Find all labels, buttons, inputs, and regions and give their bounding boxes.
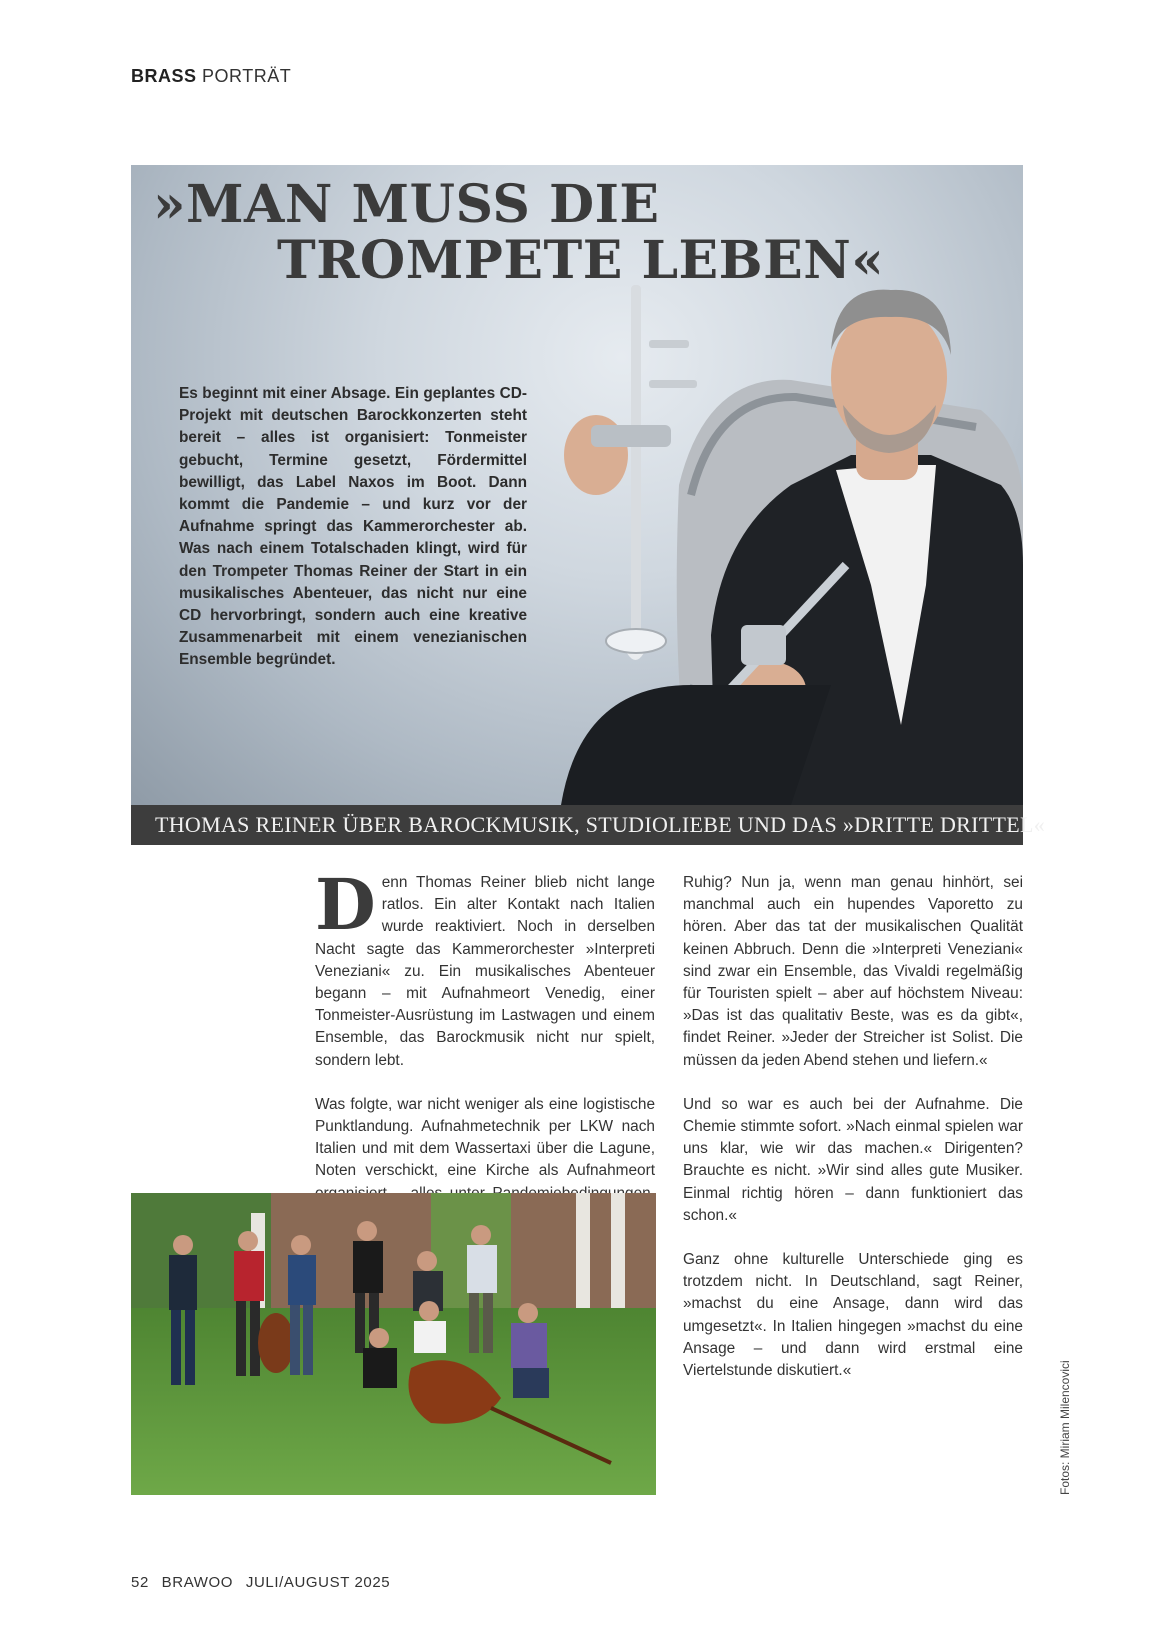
- subheadline-banner: THOMAS REINER ÜBER BAROCKMUSIK, STUDIOLIEBE UND DAS »DRITTE DRITTEL«: [131, 805, 1023, 845]
- article-paragraph-4: Und so war es auch bei der Aufnahme. Die Chemie stimmte sofort. »Nach einmal spielen war uns klar, wie wir das machen.« Dirigenten? Brauchte es nicht. »Wir sind alles gute Musiker. Einmal richtig hören – dann funktioniert das schon.«: [683, 1095, 1023, 1224]
- magazine-name: BRAWOO: [161, 1574, 234, 1591]
- page-footer: [131, 1574, 398, 1591]
- hero-image: [131, 165, 1023, 805]
- article-paragraph-1: [315, 863, 655, 1072]
- section-label-strong: BRASS: [131, 66, 197, 86]
- lead-paragraph: Es beginnt mit einer Absage. Ein geplantes CD-Projekt mit deutschen Barockkonzerten steht bereit – alles ist organisiert: Tonmeister gebucht, Termine gesetzt, Fördermittel bewilligt, das Label Naxos im Boot. Dann kommt die Pandemie – und kurz vor der Aufnahme springt das Kammerorchester ab. Was nach einem Totalschaden klingt, wird für den Trompeter Thomas Reiner der Start in ein musikalisches Abenteuer, das nicht nur eine CD hervorbringt, sondern auch eine kreative Zusammenarbeit mit einem venezianischen Ensemble begründet.: [179, 385, 527, 669]
- drop-cap: D: [315, 863, 376, 946]
- article-paragraph-1-text: enn Thomas Reiner blieb nicht lange ratlos. Ein alter Kontakt nach Italien wurde reaktiviert. Noch in derselben Nacht sagte das Kammerorchester »Interpreti Veneziani« zu. Ein musikalisches Abenteuer begann – mit Aufnahmeort Venedig, einer Tonmeister-Ausrüstung im Lastwagen und einem Ensemble, das Barockmusik nicht nur spielt, sondern lebt.: [315, 874, 655, 1069]
- article-paragraph-5: Ganz ohne kulturelle Unterschiede ging es trotzdem nicht. In Deutschland, sagt Reiner, »machst du eine Ansage, dann wird das umgesetzt«. In Italien hingegen »machst du eine Ansage – und dann wird erstmal eine Viertelstunde diskutiert.«: [683, 1251, 1023, 1380]
- section-label-light: PORTRÄT: [202, 66, 292, 86]
- headline-line2: TROMPETE LEBEN«: [277, 230, 885, 291]
- trumpet-large: [631, 285, 641, 635]
- page-number: 52: [131, 1574, 149, 1591]
- photo-credit: Fotos: Miriam Milencovici: [1058, 1360, 1072, 1495]
- ensemble-group-photo: [131, 1193, 656, 1495]
- article-paragraph-2: Was folgte, war nicht weniger als eine logistische Punktlandung. Aufnahmetechnik per LKW nach Italien und mit dem Wassertaxi über die Lagune, Noten verschickt, eine Kirche als Aufnahmeort: [315, 1095, 655, 1180]
- section-label: [131, 66, 291, 87]
- headline: [153, 174, 885, 291]
- ensemble-photo-illustration: [131, 1193, 656, 1495]
- article-column-right: [683, 872, 1023, 1404]
- issue-date: JULI/AUGUST 2025: [245, 1574, 391, 1591]
- headline-line1: »MAN MUSS DIE: [153, 174, 660, 235]
- article-paragraph-3: Ruhig? Nun ja, wenn man genau hinhört, sei manchmal auch ein hupendes Vaporetto zu hören. Aber das tat der musikalischen Qualität keinen Abbruch. Denn die »Interpreti Veneziani« sind zwar ein Ensemble, das Vivaldi regelmäßig für Touristen spielt – aber auf höchstem Niveau: »Das ist das qualitativ Beste, was es da gibt«, findet Reiner. »Jeder der Streicher ist Solist. Die müssen da jeden Abend stehen und liefern.«: [683, 874, 1023, 1069]
